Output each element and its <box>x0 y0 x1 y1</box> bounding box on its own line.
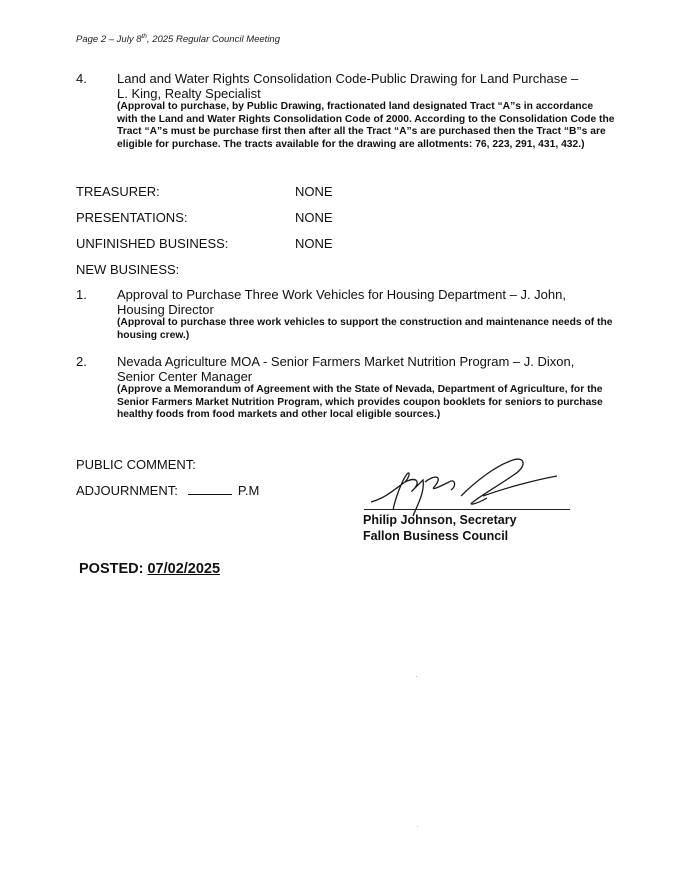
header-superscript: th <box>141 33 147 40</box>
item-title-line2: L. King, Realty Specialist <box>117 86 261 101</box>
page-header <box>76 33 280 45</box>
scan-speck <box>416 676 417 677</box>
public-comment <box>76 457 196 472</box>
section-label: UNFINISHED BUSINESS: <box>76 236 229 251</box>
signature-line <box>364 509 570 510</box>
section-treasurer <box>76 184 333 199</box>
item-title <box>117 71 616 101</box>
section-value: NONE <box>295 236 333 251</box>
item-title-line2: Housing Director <box>117 302 214 317</box>
adjournment-blank <box>188 484 232 495</box>
signature-block <box>363 512 517 544</box>
posted-notice <box>79 561 220 577</box>
header-prefix: Page 2 – July 8 <box>76 34 142 46</box>
signatory-organization: Fallon Business Council <box>363 529 509 543</box>
adjournment <box>76 483 259 498</box>
item-number: 4. <box>76 71 87 86</box>
section-unfinished-business <box>76 236 333 251</box>
adjournment-label: ADJOURNMENT: <box>76 483 178 498</box>
posted-date: 07/02/2025 <box>147 561 221 577</box>
new-business-item-1 <box>76 287 616 342</box>
new-business-item-2 <box>76 354 616 422</box>
section-label: PRESENTATIONS: <box>76 210 188 225</box>
adjournment-suffix: P.M <box>237 483 260 498</box>
item-number: 1. <box>76 287 87 302</box>
new-business-label: NEW BUSINESS: <box>76 262 180 277</box>
item-title <box>117 354 616 384</box>
item-title-line2: Senior Center Manager <box>117 369 253 384</box>
section-presentations <box>76 210 333 225</box>
section-value: NONE <box>295 210 333 225</box>
public-comment-label: PUBLIC COMMENT: <box>76 457 196 472</box>
item-title <box>117 287 616 317</box>
signatory-name: Philip Johnson, Secretary <box>363 513 517 527</box>
item-title-line1: Land and Water Rights Consolidation Code-Public Drawing for Land Purchase – <box>117 71 579 86</box>
agenda-item-4 <box>76 71 616 151</box>
section-new-business <box>76 262 179 277</box>
item-description: (Approve a Memorandum of Agreement with the State of Nevada, Department of Agriculture, for the Senior Farmers Market Nutrition Program, which provides coupon booklets for seniors to purchase healthy foods from food markets and other local eligible sources.) <box>117 384 603 421</box>
header-suffix: , 2025 Regular Council Meeting <box>146 34 281 46</box>
item-title-line1: Approval to Purchase Three Work Vehicles for Housing Department – J. John, <box>117 287 566 302</box>
section-value: NONE <box>295 184 333 199</box>
item-title-line1: Nevada Agriculture MOA - Senior Farmers Market Nutrition Program – J. Dixon, <box>117 354 575 369</box>
scan-speck <box>417 826 418 827</box>
item-number: 2. <box>76 354 87 369</box>
item-description: (Approval to purchase, by Public Drawing, fractionated land designated Tract “A”s in accordance with the Land and Water Rights Consolidation Code of 2000. According to the Consolidation Code the Tract “A”s must be purchase first then after all the Tract “A”s are purchased then the Tract “B”s are eligible for purchase. The tracts available for the drawing are allotments: 76, 223, 291, 431, 432.) <box>117 101 615 150</box>
section-label: TREASURER: <box>76 184 160 199</box>
item-description: (Approval to purchase three work vehicles to support the construction and maintenance needs of the housing crew.) <box>117 317 613 341</box>
posted-label: POSTED: <box>79 561 144 577</box>
